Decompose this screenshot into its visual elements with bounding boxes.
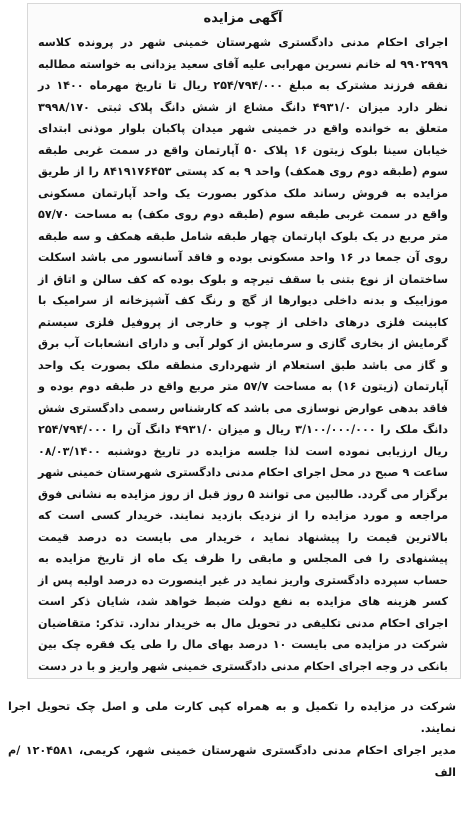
- notice-clipping: [27, 3, 461, 679]
- notice-body-text: اجرای احکام مدنی دادگستری شهرستان خمینی شهر در پرونده کلاسه ۹۹۰۲۹۹۹ له خانم نسرین مهرابی علیه آقای سعید یزدانی به خواسته مطالبه نفقه فرزند مشترک به مبلغ ۲۵۴/۷۹۴/۰۰۰ ریال تا تاریخ مهرماه ۱۴۰۰ در نظر دارد میزان ۴۹۳۱/۰ دانگ مشاع از شش دانگ پلاک ثبتی ۳۹۹۸/۱۷۰ متعلق به خوانده واقع در خمینی شهر میدان پاکبان بلوار موذنی ابتدای خیابان سینا بلوک زیتون ۱۶ پلاک ۵۰ آپارتمان واقع در سمت غربی طبقه سوم (طبقه دوم روی همکف) واحد ۹ به کد پستی ۸۴۱۹۱۷۶۴۵۳ را از طریق مزایده به فروش رساند ملک مذکور بصورت یک واحد آپارتمان مسکونی واقع در سمت غربی طبقه سوم (طبقه دوم روی مکف) به مساحت ۵۷/۷۰ متر مربع در یک بلوک اپارتمان چهار طبقه شامل طبقه همکف و سه طبقه روی آن جمعا در ۱۶ واحد مسکونی بوده و فاقد آسانسور می باشد اسکلت ساختمان از نوع بتنی با سقف تیرچه و بلوک بوده که کف سالن و اتاق از موزاییک و بدنه داخلی دیوارها از گچ و رنگ کف آشپزخانه از سرامیک با کابینت فلزی درهای داخلی از چوب و خارجی از پروفیل فلزی سیستم گرمایش از بخاری گازی و سرمایش از کولر آبی و دارای انشعابات آب برق و گاز می باشد طبق استعلام از شهرداری منطقه ملک بصورت یک واحد آپارتمان (زیتون ۱۶) به مساحت ۵۷/۷ متر مربع واقع در طبقه دوم بوده و فاقد بدهی عوارض نوسازی می باشد که کارشناس رسمی دادگستری شش دانگ ملک را ۳/۱۰۰/۰۰۰/۰۰۰ ریال و میزان ۴۹۳۱/۰ دانگ آن را ۲۵۴/۷۹۴/۰۰۰ ریال ارزیابی نموده است لذا جلسه مزایده در تاریخ دوشنبه ۰۸/۰۳/۱۴۰۰ ساعت ۹ صبح در محل اجرای احکام مدنی دادگستری شهرستان خمینی شهر برگزار می گردد. طالبین می توانند ۵ روز قبل از روز مزایده به نشانی فوق مراجعه و مورد مزایده را از نزدیک بازدید نمایند. خریدار کسی است که بالاترین قیمت را پیشنهاد نماید ، خریدار می بایست ده درصد قیمت پیشنهادی را فی المجلس و مابقی را ظرف یک ماه از تاریخ مزایده به حساب سپرده دادگستری واریز نماید در غیر اینصورت ده درصد اولیه پس از کسر هزینه های مزایده به نفع دولت ضبط خواهد شد، شایان ذکر است اجرای احکام مدنی تکلیفی در تحویل مال به خریدار ندارد. تذکر: متقاضیان شرکت در مزایده می بایست ۱۰ درصد بهای مال را طی یک فقره چک بین بانکی در وجه اجرای احکام مدنی دادگستری خمینی شهر واریز و با در دست: [38, 36, 449, 673]
- page-margin: [0, 0, 22, 690]
- notice-title: آگهی مزایده: [203, 11, 283, 26]
- notice-continuation-clipping: [4, 690, 462, 790]
- notice-signature: مدیر اجرای احکام مدنی دادگستری شهرستان خمینی شهر، کریمی، ۱۲۰۴۵۸۱ /م الف: [8, 744, 456, 779]
- notice-continuation-text: شرکت در مزایده را تکمیل و به همراه کپی کارت ملی و اصل چک تحویل اجرا نمایند.: [8, 700, 456, 735]
